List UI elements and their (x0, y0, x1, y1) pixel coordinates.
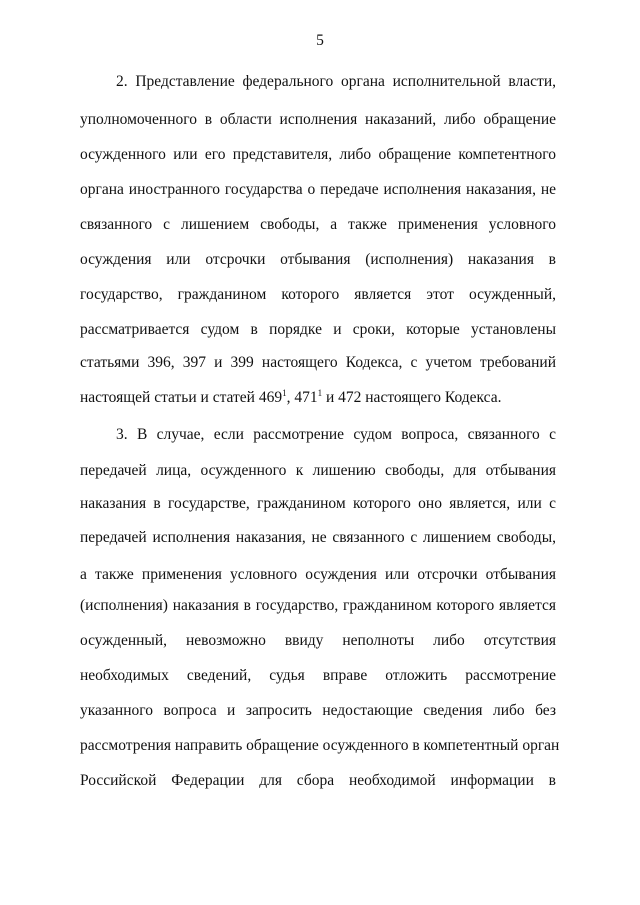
text-line: уполномоченного в области исполнения наказаний, либо обращение (80, 111, 556, 128)
text-line: передачей лица, осужденного к лишению свободы, для отбывания (80, 462, 556, 479)
text-fragment: настоящей статьи и статей 469 (80, 389, 283, 406)
text-line: Российской Федерации для сбора необходимой информации в (80, 772, 556, 789)
text-line: статьями 396, 397 и 399 настоящего Кодекса, с учетом требований (80, 354, 556, 371)
text-line-last (80, 388, 556, 408)
text-line: связанного с лишением свободы, а также применения условного (80, 216, 556, 233)
text-line: указанного вопроса и запросить недостающие сведения либо без (80, 702, 556, 719)
text-line: передачей исполнения наказания, не связанного с лишением свободы, (80, 529, 556, 546)
text-line: осужденный, невозможно ввиду неполноты либо отсутствия (80, 632, 556, 649)
text-line: а также применения условного осуждения или отсрочки отбывания (80, 566, 556, 583)
text-line: органа иностранного государства о передаче исполнения наказания, не (80, 181, 556, 198)
text-line: наказания в государстве, гражданином которого оно является, или с (80, 495, 556, 512)
text-line: рассмотрения направить обращение осужденного в компетентный орган (80, 737, 560, 754)
text-line: (исполнения) наказания в государство, гражданином которого является (80, 597, 556, 614)
text-line: осужденного или его представителя, либо обращение компетентного (80, 146, 556, 163)
text-line: рассматривается судом в порядке и сроки, которые установлены (80, 321, 556, 338)
superscript: 1 (282, 388, 287, 398)
superscript: 1 (317, 388, 323, 398)
text-line: 3. В случае, если рассмотрение судом вопроса, связанного с (116, 426, 556, 443)
text-line: 2. Представление федерального органа исполнительной власти, (116, 73, 556, 90)
page-number: 5 (316, 32, 324, 49)
text-line: необходимых сведений, судья вправе отложить рассмотрение (80, 667, 556, 684)
text-line: государство, гражданином которого является этот осужденный, (80, 286, 556, 303)
text-line: осуждения или отсрочки отбывания (исполнения) наказания в (80, 251, 556, 268)
text-fragment: и 472 настоящего Кодекса. (322, 389, 502, 406)
text-fragment: , 471 (286, 389, 318, 406)
